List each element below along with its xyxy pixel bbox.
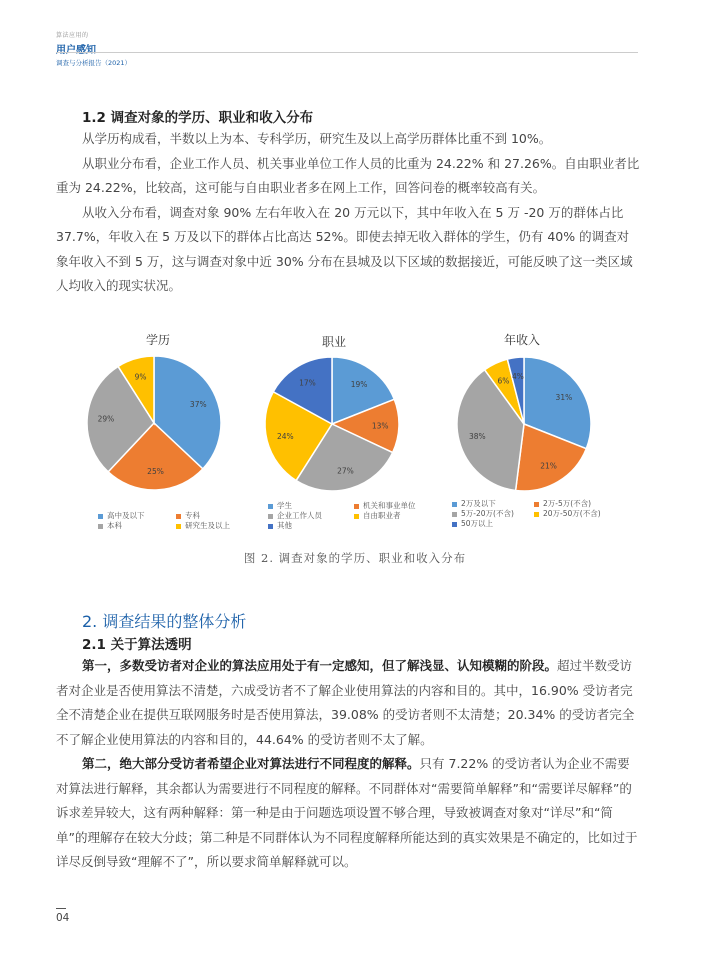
legend-label: 研究生及以上: [185, 521, 230, 530]
legend-swatch: [176, 524, 181, 529]
legend-swatch: [354, 504, 359, 509]
legend-label: 20万-50万(不含): [543, 509, 601, 518]
legend-label: 企业工作人员: [277, 511, 322, 520]
pie-data-label: 31%: [555, 392, 573, 402]
pie-data-label: 19%: [350, 380, 368, 390]
legend-swatch: [534, 502, 539, 507]
paragraph-education: 从学历构成看，半数以上为本、专科学历，研究生及以上高学历群体比重不到 10%。: [82, 131, 552, 146]
legend-swatch: [176, 514, 181, 519]
legend-label: 50万以上: [461, 519, 494, 528]
legend-swatch: [98, 524, 103, 529]
paragraph-occupation: 从职业分布看，企业工作人员、机关事业单位工作人员的比重为 24.22% 和 27.26%。自由职业者比重为 24.22%，比较高，这可能与自由职业者多在网上工作，回答问卷的概率较高有关。: [56, 155, 640, 195]
legend-swatch: [534, 512, 539, 517]
legend-label: 学生: [277, 501, 292, 510]
pie-chart-income: [456, 356, 592, 492]
pie-data-label: 6%: [497, 376, 510, 386]
section-heading-1-2: 1.2 调查对象的学历、职业和收入分布: [82, 110, 314, 126]
chart-title-income: 年收入: [504, 333, 541, 347]
legend-swatch: [452, 502, 457, 507]
header-title: 用户感知: [56, 45, 96, 56]
pie-data-label: 38%: [468, 431, 486, 441]
section-heading-2: 2. 调查结果的整体分析: [82, 612, 247, 631]
legend-item: [452, 518, 493, 529]
section-2-1-body: [56, 654, 640, 875]
legend-swatch: [354, 514, 359, 519]
pie-data-label: 21%: [540, 461, 557, 471]
pie-data-label: 25%: [147, 467, 164, 477]
header-small-text: 算法应用的: [56, 32, 89, 39]
legend-swatch: [98, 514, 103, 519]
legend-item: [176, 520, 230, 531]
pie-chart-occupation: [264, 356, 400, 492]
legend-label: 高中及以下: [107, 511, 145, 520]
legend-label: 5万-20万(不含): [461, 509, 514, 518]
legend-label: 2万-5万(不含): [543, 499, 592, 508]
pie-data-label: 29%: [97, 414, 115, 424]
first-point-text: 超过半数受访者对企业是否使用算法不清楚，六成受访者不了解企业使用算法的内容和目的。其中，16.90% 受访者完全不清楚企业在提供互联网服务时是否使用算法，39.08% 的受访者则不太清楚；20.34% 的受访者完全不了解企业使用算法的内容和目的，44.64% 的受访者则不太了解。: [56, 658, 635, 747]
legend-item: [534, 508, 601, 519]
footer-divider: [56, 908, 66, 909]
legend-item: [354, 510, 401, 521]
paragraph-income: 从收入分布看，调查对象 90% 左右年收入在 20 万元以下，其中年收入在 5 万 -20 万的群体占比 37.7%，年收入在 5 万及以下的群体占比高达 52%。即使去掉无收入群体的学生，仍有 40% 的调查对象年收入不到 5 万，这与调查对象中近 30% 分布在县城及以下区域的数据接近，可能反映了这一类区域人均收入的现实状况。: [56, 204, 633, 293]
second-point-lead: 第二，绝大部分受访者希望企业对算法进行不同程度的解释。: [82, 756, 420, 771]
second-point-text: 只有 7.22% 的受访者认为企业不需要对算法进行解释，其余都认为需要进行不同程度的解释。不同群体对“需要简单解释”和“需要详尽解释”的诉求差异较大，这有两种解释：第一种是由于问题选项设置不够合理，导致被调查对象对“详尽”和“简单”的理解存在较大分歧；第二种是不同群体认为不同程度解释所能达到的真实效果是不确定的，比如过于详尽反倒导致“理解不了”，所以要求简单解释就可以。: [56, 756, 638, 869]
pie-data-label: 27%: [337, 466, 354, 476]
paragraph-second-point: [56, 752, 640, 875]
legend-label: 专科: [185, 511, 200, 520]
legend-item: [268, 520, 292, 531]
header-divider: [56, 52, 638, 53]
legend-swatch: [452, 512, 457, 517]
legend-label: 自由职业者: [363, 511, 401, 520]
pie-data-label: 13%: [371, 421, 389, 431]
section-heading-2-1: 2.1 关于算法透明: [82, 637, 192, 653]
figure-caption: 图 2. 调查对象的学历、职业和收入分布: [243, 551, 467, 565]
legend-label: 机关和事业单位: [363, 501, 416, 510]
pie-data-label: 17%: [299, 378, 316, 388]
chart-title-education: 学历: [146, 333, 171, 347]
pie-data-label: 9%: [134, 372, 147, 382]
pie-chart-education: [86, 355, 222, 491]
legend-label: 其他: [277, 521, 292, 530]
legend-label: 2万及以下: [461, 499, 496, 508]
page-header: [56, 30, 131, 67]
pie-data-label: 24%: [276, 431, 294, 441]
page-number: 04: [56, 912, 70, 924]
paragraph-first-point: [56, 654, 640, 752]
chart-title-occupation: 职业: [322, 335, 347, 349]
section-1-2-body: [56, 127, 640, 299]
legend-item: [98, 520, 122, 531]
legend-swatch: [268, 504, 273, 509]
pie-data-label: 4%: [512, 372, 524, 382]
legend-swatch: [268, 524, 273, 529]
legend-label: 本科: [107, 521, 122, 530]
header-subtitle: 调查与分析报告（2021）: [56, 59, 132, 67]
legend-swatch: [268, 514, 273, 519]
pie-data-label: 37%: [189, 399, 207, 409]
first-point-lead: 第一，多数受访者对企业的算法应用处于有一定感知，但了解浅显、认知模糊的阶段。: [82, 658, 558, 673]
legend-swatch: [452, 522, 457, 527]
